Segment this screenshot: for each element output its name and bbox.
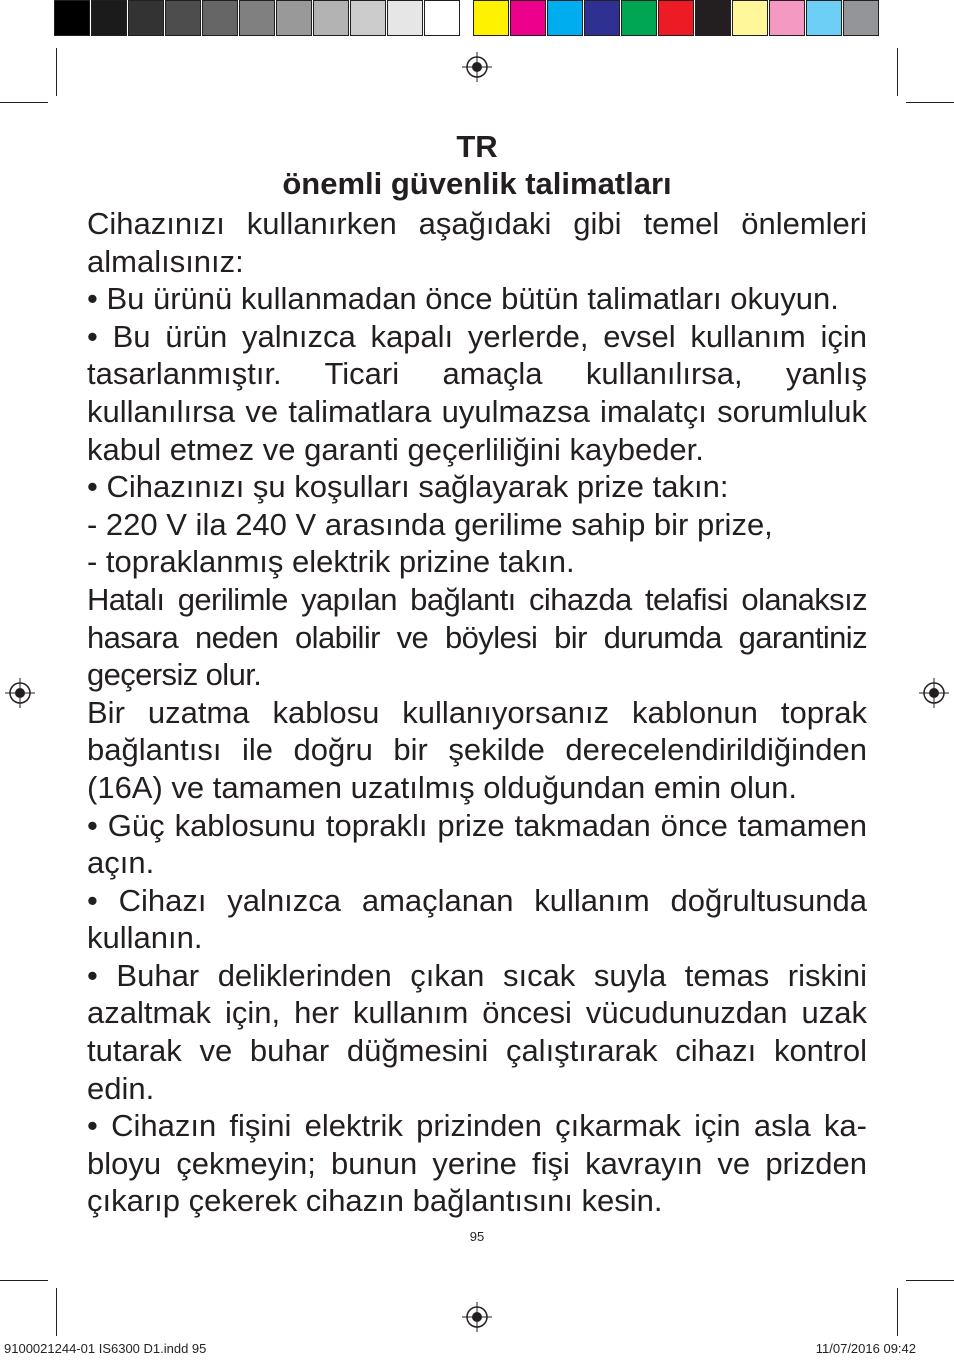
- color-swatch: [621, 0, 657, 36]
- paragraph: • Buhar deliklerinden çıkan sıcak suyla temas riskini azaltmak için, her kullanım öncesi vücudunuzdan uzak tutarak ve buhar düğmesini çalıştırarak cihazı kontrol edin.: [87, 957, 867, 1106]
- color-swatch: [769, 0, 805, 36]
- paragraph: Cihazınızı kullanırken aşağıdaki gibi temel önlemleri almalısınız:: [87, 206, 867, 279]
- color-swatch: [239, 0, 275, 36]
- color-swatch: [202, 0, 238, 36]
- swatch-gap: [461, 0, 473, 38]
- paragraph: • Bu ürünü kullanmadan önce bütün talimatları okuyun.: [87, 281, 839, 317]
- slug-datetime: 11/07/2016 09:42: [815, 1341, 916, 1356]
- color-swatch: [584, 0, 620, 36]
- registration-mark-icon: [462, 52, 492, 82]
- paragraph: Hatalı gerilimle yapılan bağlantı cihazda telafisi olanaksız hasara neden olabilir ve böylesi bir durumda garantiniz geçersiz olur.: [87, 581, 867, 693]
- crop-mark: [56, 1288, 57, 1336]
- crop-mark: [0, 102, 48, 103]
- color-swatch: [510, 0, 546, 36]
- crop-mark: [906, 1280, 954, 1281]
- paragraph: • Cihazınızı şu koşulları sağlayarak prize takın:: [87, 469, 729, 505]
- crop-mark: [906, 102, 954, 103]
- color-bar: [54, 0, 880, 38]
- color-swatch: [91, 0, 127, 36]
- color-swatch: [128, 0, 164, 36]
- paragraph: - 220 V ila 240 V arasında gerilime sahip bir prize,: [87, 506, 773, 542]
- color-swatch: [806, 0, 842, 36]
- paragraph: • Cihazın fişini elektrik prizinden çıkarmak için asla ka-bloyu çekmeyin; bunun yerine fişi kavrayın ve prizden çıkarıp çekerek cihazın bağlantısını kesin.: [87, 1108, 867, 1219]
- color-swatch: [387, 0, 423, 36]
- color-swatch: [473, 0, 509, 36]
- crop-mark: [56, 48, 57, 96]
- color-swatch: [276, 0, 312, 36]
- slug-filename: 9100021244-01 IS6300 D1.indd 95: [4, 1341, 207, 1356]
- registration-mark-icon: [462, 1302, 492, 1332]
- color-swatch: [424, 0, 460, 36]
- page-title: önemli güvenlik talimatları: [282, 166, 672, 201]
- crop-mark: [0, 1280, 48, 1281]
- color-swatch: [732, 0, 768, 36]
- registration-mark-icon: [5, 678, 35, 708]
- color-swatch: [350, 0, 386, 36]
- color-swatch: [695, 0, 731, 36]
- page-content: [87, 128, 867, 1220]
- paragraph: Bir uzatma kablosu kullanıyorsanız kablonun toprak bağlantısı ile doğru bir şekilde derecelendirildiğinden (16A) ve tamamen uzatılmış olduğundan emin olun.: [87, 694, 867, 805]
- page-number: 95: [469, 1229, 485, 1244]
- color-swatch: [313, 0, 349, 36]
- paragraph: • Bu ürün yalnızca kapalı yerlerde, evsel kullanım için tasarlanmıştır. Ticari amaçla kullanılırsa, yanlış kullanılırsa ve talimatlara uyulmazsa imalatçı sorumluluk kabul etmez ve garanti geçerliliğini kaybeder.: [87, 318, 867, 467]
- color-swatch: [547, 0, 583, 36]
- color-swatch: [165, 0, 201, 36]
- color-swatch: [54, 0, 90, 36]
- color-swatch: [843, 0, 879, 36]
- paragraph: • Cihazı yalnızca amaçlanan kullanım doğrultusunda kullanın.: [87, 882, 867, 956]
- color-swatch: [658, 0, 694, 36]
- registration-mark-icon: [919, 678, 949, 708]
- language-code: TR: [456, 129, 498, 164]
- crop-mark: [897, 1288, 898, 1336]
- crop-mark: [897, 48, 898, 96]
- paragraph: - topraklanmış elektrik prizine takın.: [87, 544, 575, 580]
- paragraph: • Güç kablosunu topraklı prize takmadan önce tamamen açın.: [87, 807, 867, 881]
